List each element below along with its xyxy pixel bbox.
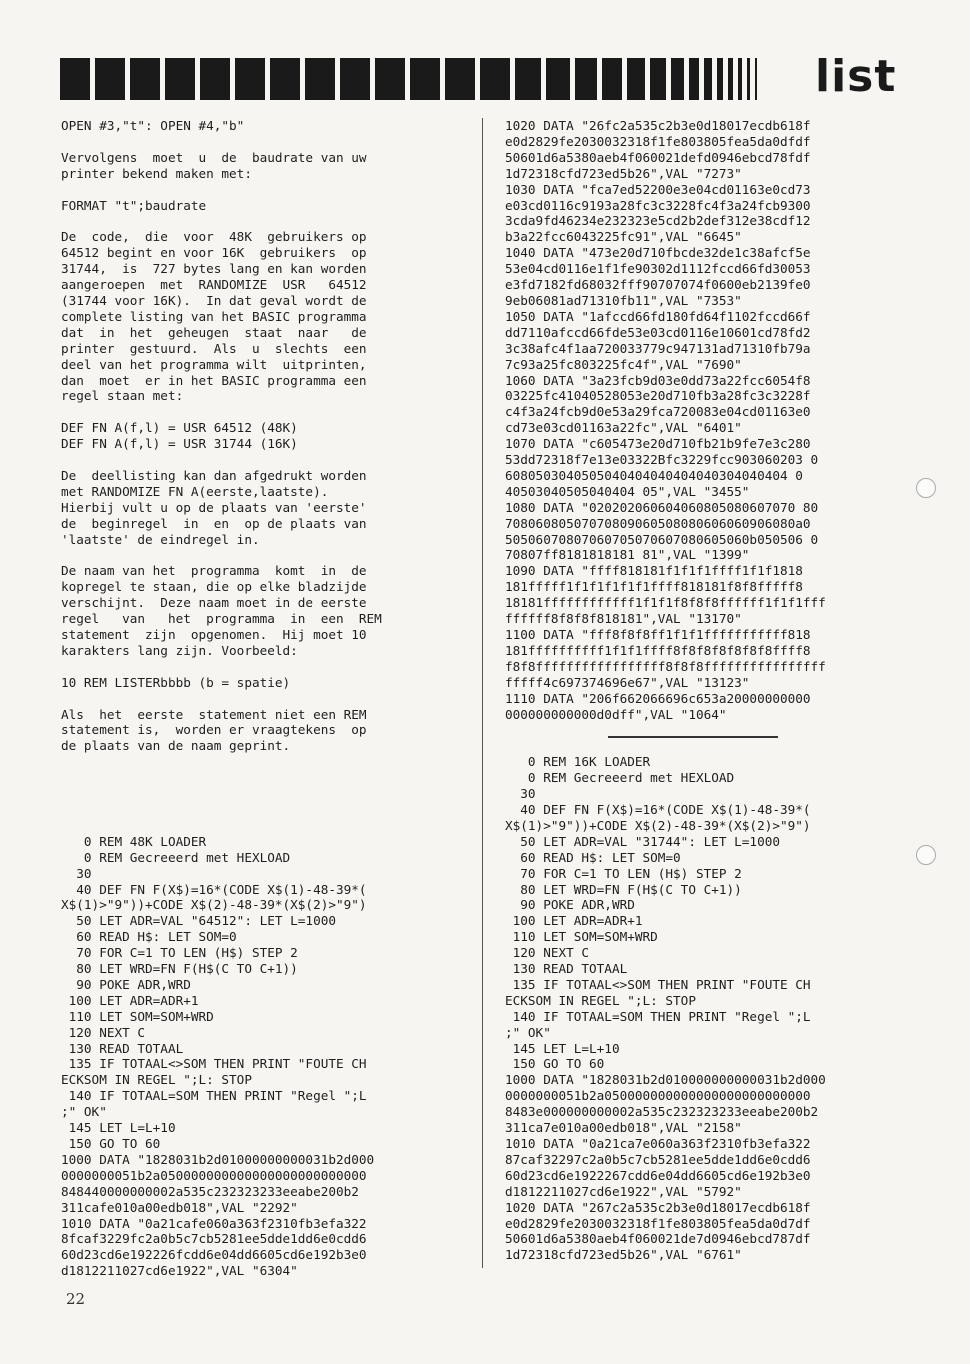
text-line: 1010 DATA "0a21cafe060a363f2310fb3efa322: [61, 1215, 367, 1231]
text-line: d1812211027cd6e1922",VAL "6304": [61, 1263, 298, 1279]
text-line: 130 READ TOTAAL: [505, 961, 628, 977]
text-line: 1090 DATA "ffff818181f1f1f1ffff1f1f1818: [505, 563, 803, 579]
text-line: statement is, worden er vraagtekens op: [61, 722, 367, 738]
text-line: met RANDOMIZE FN A(eerste,laatste).: [61, 483, 329, 499]
text-line: De deellisting kan dan afgedrukt worden: [61, 467, 367, 483]
text-line: 03225fc41040528053e20d710fb3a28fc3c3228f: [505, 388, 811, 404]
text-line: DEF FN A(f,l) = USR 64512 (48K): [61, 420, 298, 436]
text-line: 000000000000d0dff",VAL "1064": [505, 706, 727, 722]
text-line: 1000 DATA "1828031b2d010000000000031b2d000: [505, 1072, 826, 1088]
right-text-column: [505, 118, 900, 1263]
text-line: 50 LET ADR=VAL "64512": LET L=1000: [61, 913, 336, 929]
text-line: 1100 DATA "fff8f8f8ff1f1f1fffffffffff818: [505, 627, 811, 642]
text-line: 50601d6a5380aeb4f060021defd0946ebcd78fdf: [505, 149, 811, 165]
text-line: [61, 754, 451, 770]
text-line: ;" OK": [505, 1024, 551, 1040]
text-line: e0d2829fe2030032318f1fe803805fea5da0dfdf: [505, 133, 811, 149]
left-text-column: [61, 118, 451, 1279]
text-line: 1d72318cfd723ed5b26",VAL "7273": [505, 165, 742, 181]
binder-hole: [916, 478, 936, 498]
text-line: deel van het programma wilt uitprinten,: [61, 356, 367, 372]
text-line: d1812211027cd6e1922",VAL "5792": [505, 1183, 742, 1199]
text-line: (31744 voor 16K). In dat geval wordt de: [61, 292, 367, 308]
text-line: 60d23cd6e192226fcdd6e04dd6605cd6e192b3e0: [61, 1247, 367, 1263]
text-line: 87caf32297c2a0b5c7cb5281ee5dde1dd6e0cdd6: [505, 1151, 811, 1167]
text-line: 60d23cd6e1922267cdd6e04dd6605cd6e192b3e0: [505, 1167, 811, 1183]
text-line: 0 REM Gecreeerd met HEXLOAD: [61, 849, 291, 865]
text-line: DEF FN A(f,l) = USR 31744 (16K): [61, 436, 298, 452]
text-line: 311cafe010a00edb018",VAL "2292": [61, 1199, 298, 1215]
text-line: [61, 802, 451, 818]
text-line: 1060 DATA "3a23fcb9d03e0dd73a22fcc6054f8: [505, 372, 811, 388]
text-line: 181ffffffffff1f1f1ffff8f8f8f8f8f8f8ffff8: [505, 642, 811, 658]
text-line: regel van het programma in een REM: [61, 611, 382, 627]
column-divider: [482, 118, 483, 1268]
text-line: 3c38afc4f1aa720033779c947131ad71310fb79a: [505, 340, 811, 356]
list-logo: list: [815, 51, 897, 102]
text-line: 110 LET SOM=SOM+WRD: [505, 929, 658, 945]
text-line: 100 LET ADR=ADR+1: [61, 992, 199, 1008]
text-line: regel staan met:: [61, 388, 184, 404]
text-line: statement zijn opgenomen. Hij moet 10: [61, 627, 367, 642]
text-line: ;" OK": [61, 1104, 107, 1120]
text-line: 140 IF TOTAAL=SOM THEN PRINT "Regel ";L: [61, 1088, 367, 1104]
text-line: ECKSOM IN REGEL ";L: STOP: [505, 992, 696, 1008]
text-line: 53dd72318f7e13e03322Bfc3229fcc903060203 0: [505, 452, 819, 468]
text-line: [61, 547, 451, 563]
text-line: 70806080507070809060508080606060906080a0: [505, 515, 811, 531]
text-line: 1030 DATA "fca7ed52200e3e04cd01163e0cd73: [505, 181, 811, 197]
text-line: 9eb06081ad71310fb11",VAL "7353": [505, 292, 742, 308]
text-line: kopregel te staan, die op elke bladzijde: [61, 579, 367, 595]
text-line: 6080503040505040404040404040304040404 0: [505, 467, 803, 483]
text-line: aangeroepen met RANDOMIZE USR 64512: [61, 277, 367, 293]
text-line: 70 FOR C=1 TO LEN (H$) STEP 2: [61, 945, 298, 961]
text-line: 1080 DATA "020202060604060805080607070 80: [505, 499, 819, 515]
text-line: [61, 818, 451, 834]
text-line: 1050 DATA "1afccd66fd180fd64f1102fccd66f: [505, 308, 811, 324]
binder-hole: [916, 845, 936, 865]
text-line: De naam van het programma komt in de: [61, 563, 367, 579]
text-line: 60 READ H$: LET SOM=0: [61, 929, 237, 945]
text-line: [505, 738, 900, 754]
text-line: 8483e000000000002a535c232323233eeabe200b2: [505, 1104, 819, 1120]
text-line: 848440000000002a535c232323233eeabe200b2: [61, 1183, 359, 1199]
text-line: 311ca7e010a00edb018",VAL "2158": [505, 1120, 742, 1136]
text-line: c4f3a24fcb9d0e53a29fca720083e04cd01163e0: [505, 404, 811, 420]
text-line: e3fd7182fd68032fff90707074f0600eb2139fe0: [505, 277, 811, 293]
text-line: 90 POKE ADR,WRD: [61, 976, 191, 992]
text-line: 31744, is 727 bytes lang en kan worden: [61, 261, 367, 277]
text-line: e03cd0116c9193a28fc3c3228fc4f3a24fcb9300: [505, 197, 811, 213]
text-line: complete listing van het BASIC programma: [61, 308, 367, 324]
text-line: 130 READ TOTAAL: [61, 1040, 184, 1056]
text-line: [61, 134, 451, 150]
text-line: 1000 DATA "1828031b2d01000000000031b2d000: [61, 1151, 375, 1167]
text-line: 0 REM 48K LOADER: [61, 833, 207, 849]
text-line: [61, 182, 451, 198]
text-line: Vervolgens moet u de baudrate van uw: [61, 149, 367, 165]
text-line: 100 LET ADR=ADR+1: [505, 913, 643, 929]
text-line: [61, 213, 451, 229]
text-line: X$(1)>"9"))+CODE X$(2)-48-39*(X$(2)>"9"): [505, 817, 811, 833]
text-line: 1010 DATA "0a21ca7e060a363f2310fb3efa322: [505, 1136, 811, 1151]
text-line: 53e04cd0116e1f1fe90302d1112fccd66fd30053: [505, 261, 811, 277]
text-line: 135 IF TOTAAL<>SOM THEN PRINT "FOUTE CH: [505, 976, 811, 992]
text-line: dat in het geheugen staat naar de: [61, 324, 367, 340]
text-line: 0000000051b2a050000000000000000000000000: [61, 1167, 367, 1183]
text-line: 64512 begint en voor 16K gebruikers op: [61, 245, 367, 261]
text-line: 181fffff1f1f1f1f1f1ffff818181f8f8fffff8: [505, 579, 803, 595]
text-line: [61, 770, 451, 786]
text-line: 150 GO TO 60: [61, 1136, 161, 1151]
text-line: f8f8fffffffffffffffff8f8f8ffffffffffffffff: [505, 658, 826, 674]
text-line: FORMAT "t";baudrate: [61, 197, 207, 213]
text-line: [61, 452, 451, 468]
text-line: 7c93a25fc803225fc4f",VAL "7690": [505, 356, 742, 372]
text-line: 50 LET ADR=VAL "31744": LET L=1000: [505, 833, 780, 849]
section-divider: [608, 736, 778, 738]
text-line: 40 DEF FN F(X$)=16*(CODE X$(1)-48-39*(: [61, 881, 367, 897]
text-line: 90 POKE ADR,WRD: [505, 897, 635, 913]
text-line: 1070 DATA "c605473e20d710fb21b9fe7e3c280: [505, 436, 811, 452]
text-line: de plaats van de naam geprint.: [61, 738, 291, 754]
text-line: verschijnt. Deze naam moet in de eerste: [61, 595, 367, 611]
text-line: [61, 404, 451, 420]
text-line: karakters lang zijn. Voorbeeld:: [61, 642, 298, 658]
text-line: 'laatste' de eindregel in.: [61, 531, 260, 547]
text-line: 1020 DATA "26fc2a535c2b3e0d18017ecdb618f: [505, 118, 811, 133]
text-line: de beginregel in en op de plaats van: [61, 515, 367, 531]
text-line: 30: [505, 786, 536, 802]
text-line: fffff4c697374696e67",VAL "13123": [505, 674, 750, 690]
text-line: X$(1)>"9"))+CODE X$(2)-48-39*(X$(2)>"9"): [61, 897, 367, 913]
page-number: 22: [66, 1290, 86, 1308]
text-line: 150 GO TO 60: [505, 1056, 605, 1072]
text-line: 50601d6a5380aeb4f060021de7d0946ebcd787df: [505, 1231, 811, 1247]
text-line: 0 REM 16K LOADER: [505, 754, 651, 770]
text-line: 70807ff8181818181 81",VAL "1399": [505, 547, 750, 563]
text-line: 40503040505040404 05",VAL "3455": [505, 483, 750, 499]
text-line: 80 LET WRD=FN F(H$(C TO C+1)): [505, 881, 742, 897]
text-line: 3cda9fd46234e232323e5cd2b2def312e38cdf12: [505, 213, 811, 229]
text-line: 0 REM Gecreeerd met HEXLOAD: [505, 770, 735, 786]
header-bar: [60, 58, 810, 100]
text-line: 145 LET L=L+10: [61, 1120, 176, 1136]
text-line: De code, die voor 48K gebruikers op: [61, 229, 367, 245]
text-line: b3a22fcc6043225fc91",VAL "6645": [505, 229, 742, 245]
text-line: 1020 DATA "267c2a535c2b3e0d18017ecdb618f: [505, 1199, 811, 1215]
text-line: Als het eerste statement niet een REM: [61, 706, 367, 722]
text-line: printer gestuurd. Als u slechts een: [61, 340, 367, 356]
text-line: 8fcaf3229fc2a0b5c7cb5281ee5dde1dd6e0cdd6: [61, 1231, 367, 1247]
text-line: Hierbij vult u op de plaats van 'eerste': [61, 499, 367, 515]
text-line: 0000000051b2a050000000000000000000000000: [505, 1088, 811, 1104]
text-line: 30: [61, 865, 92, 881]
text-line: [61, 691, 451, 707]
text-line: ECKSOM IN REGEL ";L: STOP: [61, 1072, 252, 1088]
text-line: [61, 786, 451, 802]
text-line: 140 IF TOTAAL=SOM THEN PRINT "Regel ";L: [505, 1008, 811, 1024]
text-line: 1040 DATA "473e20d710fbcde32de1c38afcf5e: [505, 245, 811, 261]
text-line: OPEN #3,"t": OPEN #4,"b": [61, 118, 245, 133]
text-line: 135 IF TOTAAL<>SOM THEN PRINT "FOUTE CH: [61, 1056, 367, 1072]
text-line: 80 LET WRD=FN F(H$(C TO C+1)): [61, 961, 298, 977]
text-line: 120 NEXT C: [61, 1024, 146, 1040]
text-line: 60 READ H$: LET SOM=0: [505, 849, 681, 865]
text-line: ffffff8f8f8f818181",VAL "13170": [505, 611, 742, 627]
text-line: dan moet er in het BASIC programma een: [61, 372, 367, 388]
text-line: 70 FOR C=1 TO LEN (H$) STEP 2: [505, 865, 742, 881]
text-line: e0d2829fe2030032318f1fe803805fea5da0d7df: [505, 1215, 811, 1231]
text-line: printer bekend maken met:: [61, 165, 252, 181]
text-line: 1110 DATA "206f662066696c653a20000000000: [505, 690, 811, 706]
text-line: dd7110afccd66fde53e03cd0116e10601cd78fd2: [505, 324, 811, 340]
text-line: [61, 659, 451, 675]
text-line: 18181ffffffffffff1f1f1f8f8f8ffffff1f1f1fff: [505, 595, 826, 611]
text-line: 145 LET L=L+10: [505, 1040, 620, 1056]
text-line: 1d72318cfd723ed5b26",VAL "6761": [505, 1247, 742, 1263]
text-line: 50506070807060705070607080605060b050506 0: [505, 531, 819, 547]
text-line: 10 REM LISTERbbbb (b = spatie): [61, 674, 291, 690]
text-line: 40 DEF FN F(X$)=16*(CODE X$(1)-48-39*(: [505, 801, 811, 817]
text-line: 120 NEXT C: [505, 945, 590, 961]
text-line: 110 LET SOM=SOM+WRD: [61, 1008, 214, 1024]
text-line: cd73e03cd01163a22fc",VAL "6401": [505, 420, 742, 436]
